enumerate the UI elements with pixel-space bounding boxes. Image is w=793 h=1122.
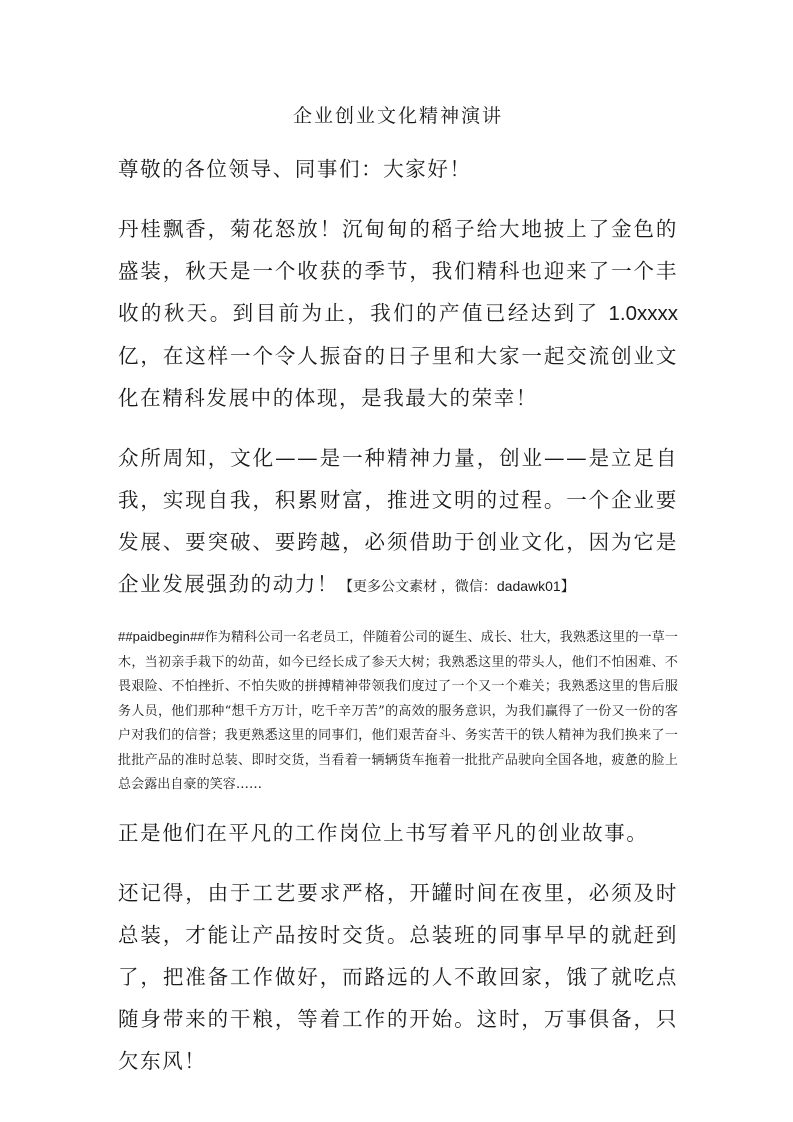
document-page <box>118 98 678 1100</box>
promo-note: 【更多公文素材 ，微信：dadawk01】 <box>339 578 575 594</box>
paragraph-employee <box>118 625 678 798</box>
paragraph-culture-text: 众所周知，文化——是一种精神力量，创业——是立足自我，实现自我，积累财富，推进文明的过程。一个企业要发展、要突破、要跨越，必须借助于创业文化，因为它是企业发展强劲的动力！ <box>118 446 678 596</box>
paragraph-night-shift: 还记得，由于工艺要求严格，开罐时间在夜里，必须及时总装，才能让产品按时交货。总装班的同事早早的就赶到了，把准备工作做好，而路远的人不敢回家，饿了就吃点随身带来的干粮，等着工作的开始。这时，万事俱备，只欠东风！ <box>118 880 678 1073</box>
paragraph-autumn-text: 丹桂飘香，菊花怒放！沉甸甸的稻子给大地披上了金色的盛装，秋天是一个收获的季节，我们精科也迎来了一个丰收的秋天。到目前为止，我们的产值已经达到了 <box>118 217 678 325</box>
paragraph-culture <box>118 437 678 607</box>
paragraph-employee-text: 作为精科公司一名老员工，伴随着公司的诞生、成长、壮大，我熟悉这里的一草一木，当初亲手栽下的幼苗，如今已经长成了参天大树；我熟悉这里的带头人，他们不怕困难、不畏艰险、不怕挫折、不怕失败的拼搏精神带领我们度过了一个又一个难关；我熟悉这里的售后服务人员，他们那种“想千方万计，吃千辛万苦”的高效的服务意识，为我们赢得了一份又一份的客户对我们的信誉；我更熟悉这里的同事们，他们艰苦奋斗、务实苦干的铁人精神为我们换来了一批批产品的准时总装、即时交货，当看着一辆辆货车拖着一批批产品驶向全国各地，疲惫的脸上总会露出自豪的笑容…… <box>118 630 678 792</box>
greeting: 尊敬的各位领导、同事们：大家好！ <box>118 157 472 181</box>
paid-tag: ##paidbegin## <box>118 629 205 644</box>
paragraph-autumn <box>118 208 678 419</box>
output-value: 1.0xxxx <box>608 302 678 325</box>
document-title: 企业创业文化精神演讲 <box>292 105 503 127</box>
paragraph-autumn-text-end: 亿，在这样一个令人振奋的日子里和大家一起交流创业文化在精科发展中的体现，是我最大的荣幸！ <box>118 344 678 410</box>
paragraph-ordinary: 正是他们在平凡的工作岗位上书写着平凡的创业故事。 <box>118 820 649 845</box>
